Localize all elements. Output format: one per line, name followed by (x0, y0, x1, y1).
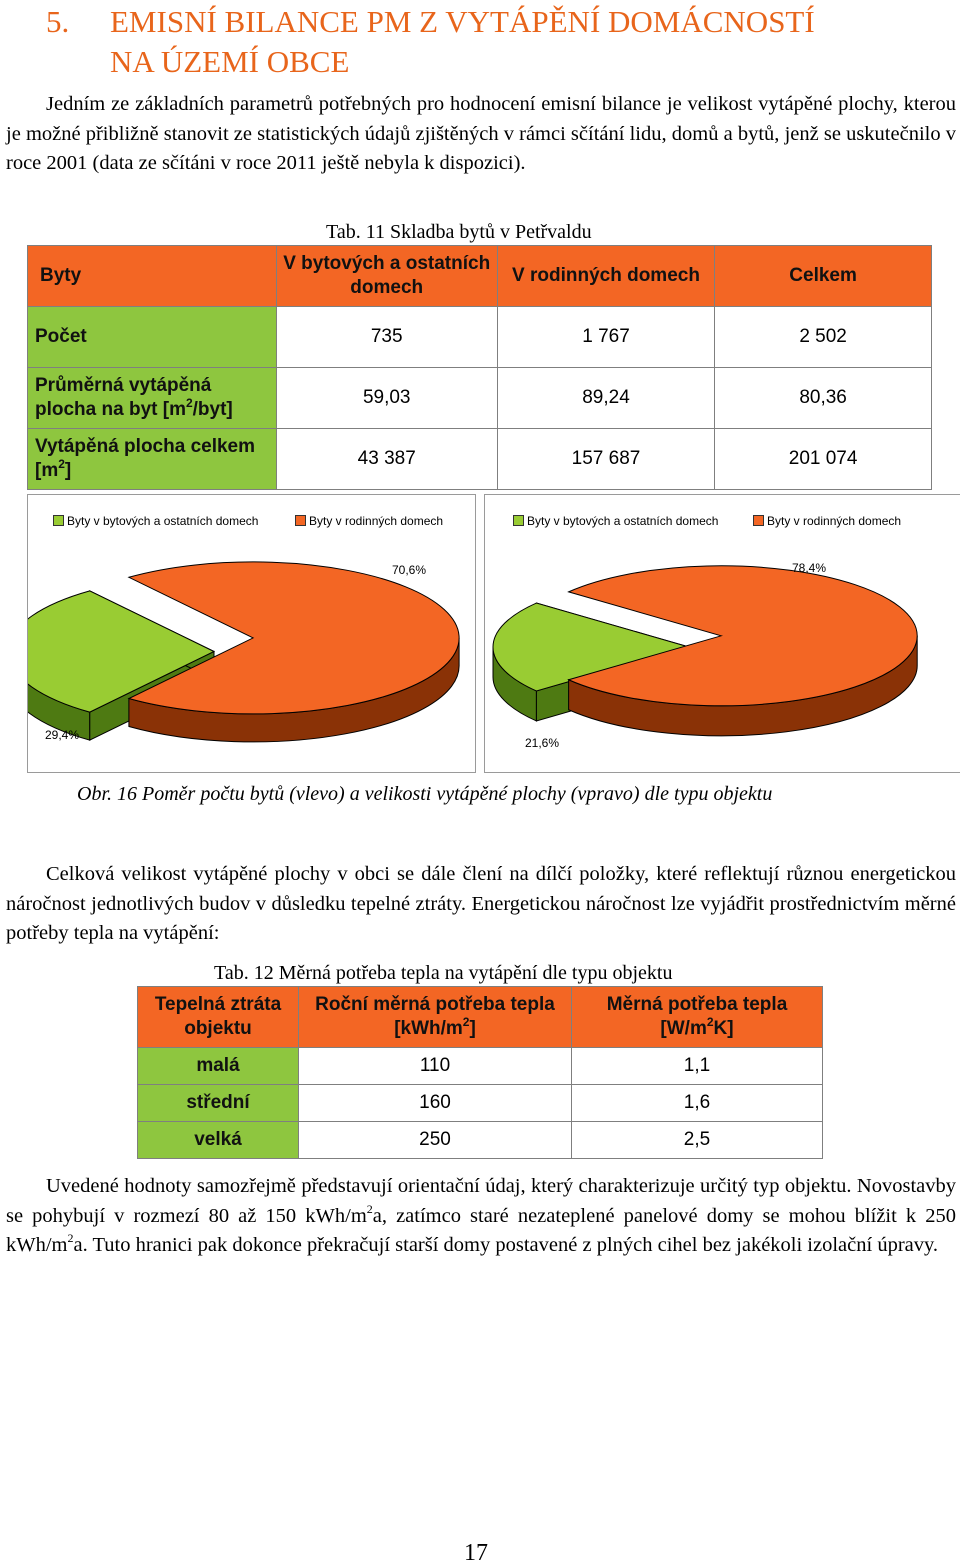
pie-chart-heated-area (484, 494, 960, 773)
table2-header-annual: Roční měrná potřeba tepla $[kWh/m^2]$ (299, 987, 572, 1048)
table-flat-composition (27, 245, 932, 490)
table-row (28, 429, 932, 490)
page-number: 17 (464, 1540, 488, 1566)
data-label-family: 78,4% (792, 561, 827, 575)
row-label-large: velká (138, 1122, 299, 1159)
table-heat-demand (137, 986, 823, 1159)
paragraph-values: Uvedené hodnoty samozřejmě představují orientační údaj, který charakterizuje určitý typ objektu. Novostavby se pohybují v rozmezí 80 až 150 kWh/$m^2a$, zatímco staré nezateplené panelové domy se mohou blížit k 250 kWh/$m^2a$. Tuto hranici pak dokonce překračují starší domy postavené z plných cihel bez jakékoli izolační úpravy. (6, 1175, 956, 1256)
section-title-line1: EMISNÍ BILANCE PM Z VYTÁPĚNÍ DOMÁCNOSTÍ (110, 4, 815, 39)
cell-value: 110 (299, 1048, 572, 1085)
table1-corner-header: Byty (28, 246, 277, 307)
legend-item-family: Byty v rodinných domech (295, 514, 443, 528)
cell-value: 250 (299, 1122, 572, 1159)
cell-value: 2,5 (572, 1122, 823, 1159)
figure-caption: Obr. 16 Poměr počtu bytů (vlevo) a velikosti vytápěné plochy (vpravo) dle typu objektu (77, 783, 773, 805)
table-row (138, 1122, 823, 1159)
legend-item-family: Byty v rodinných domech (753, 514, 901, 528)
pie-chart-flat-count (27, 494, 476, 773)
legend-item-apartment: Byty v bytových a ostatních domech (53, 514, 258, 528)
cell-value: 201 074 (715, 429, 932, 490)
cell-value: 43 387 (276, 429, 497, 490)
pie-0 (28, 495, 475, 772)
data-label-apartment: 29,4% (45, 728, 80, 742)
cell-value: 157 687 (497, 429, 714, 490)
section-number: 5. (46, 4, 70, 39)
intro-paragraph: Jedním ze základních parametrů potřebných pro hodnocení emisní bilance je velikost vytápěné plochy, kterou je možné přibližně stanovit ze statistických údajů zjištěných v rámci sčítání lidu, domů a bytů, jenž se uskutečnilo v roce 2001 (data ze sčítáni v roce 2011 ještě nebyla k dispozici). (6, 93, 956, 174)
pie-1 (485, 495, 960, 772)
table1-col-family-houses: V rodinných domech (497, 246, 714, 307)
table1-col-total: Celkem (715, 246, 932, 307)
row-label-total-area: Vytápěná plocha celkem $[m^2]$ (28, 429, 277, 490)
cell-value: 160 (299, 1085, 572, 1122)
legend-item-apartment: Byty v bytových a ostatních domech (513, 514, 718, 528)
table2-header-loss: Tepelná ztráta objektu (138, 987, 299, 1048)
cell-value: 1,6 (572, 1085, 823, 1122)
section-heading (46, 2, 946, 82)
table-row (28, 368, 932, 429)
table2-caption: Tab. 12 Měrná potřeba tepla na vytápění dle typu objektu (214, 962, 673, 984)
cell-value: 1 767 (497, 307, 714, 368)
table-row (138, 1085, 823, 1122)
paragraph-heated-area: Celková velikost vytápěné plochy v obci se dále člení na dílčí položky, které reflektují různou energetickou náročnost jednotlivých budov v důsledku tepelné ztráty. Energetickou náročnost lze vyjádřit prostřednictvím měrné potřeby tepla na vytápění: (6, 863, 956, 944)
data-label-family: 70,6% (392, 563, 427, 577)
cell-value: 80,36 (715, 368, 932, 429)
cell-value: 89,24 (497, 368, 714, 429)
row-label-avg-area: Průměrná vytápěná plocha na byt $[m^2/byt]$ (28, 368, 277, 429)
table1-col-apartment-buildings: V bytových a ostatních domech (276, 246, 497, 307)
row-label-small: malá (138, 1048, 299, 1085)
table1-caption: Tab. 11 Skladba bytů v Petřvaldu (326, 221, 592, 243)
table-row (28, 307, 932, 368)
table2-header-specific: Měrná potřeba tepla $[W/m^2K]$ (572, 987, 823, 1048)
cell-value: 59,03 (276, 368, 497, 429)
cell-value: 2 502 (715, 307, 932, 368)
data-label-apartment: 21,6% (525, 736, 560, 750)
cell-value: 735 (276, 307, 497, 368)
row-label-count: Počet (28, 307, 277, 368)
cell-value: 1,1 (572, 1048, 823, 1085)
section-title-line2: NA ÚZEMÍ OBCE (110, 44, 350, 79)
table-row (138, 1048, 823, 1085)
row-label-medium: střední (138, 1085, 299, 1122)
